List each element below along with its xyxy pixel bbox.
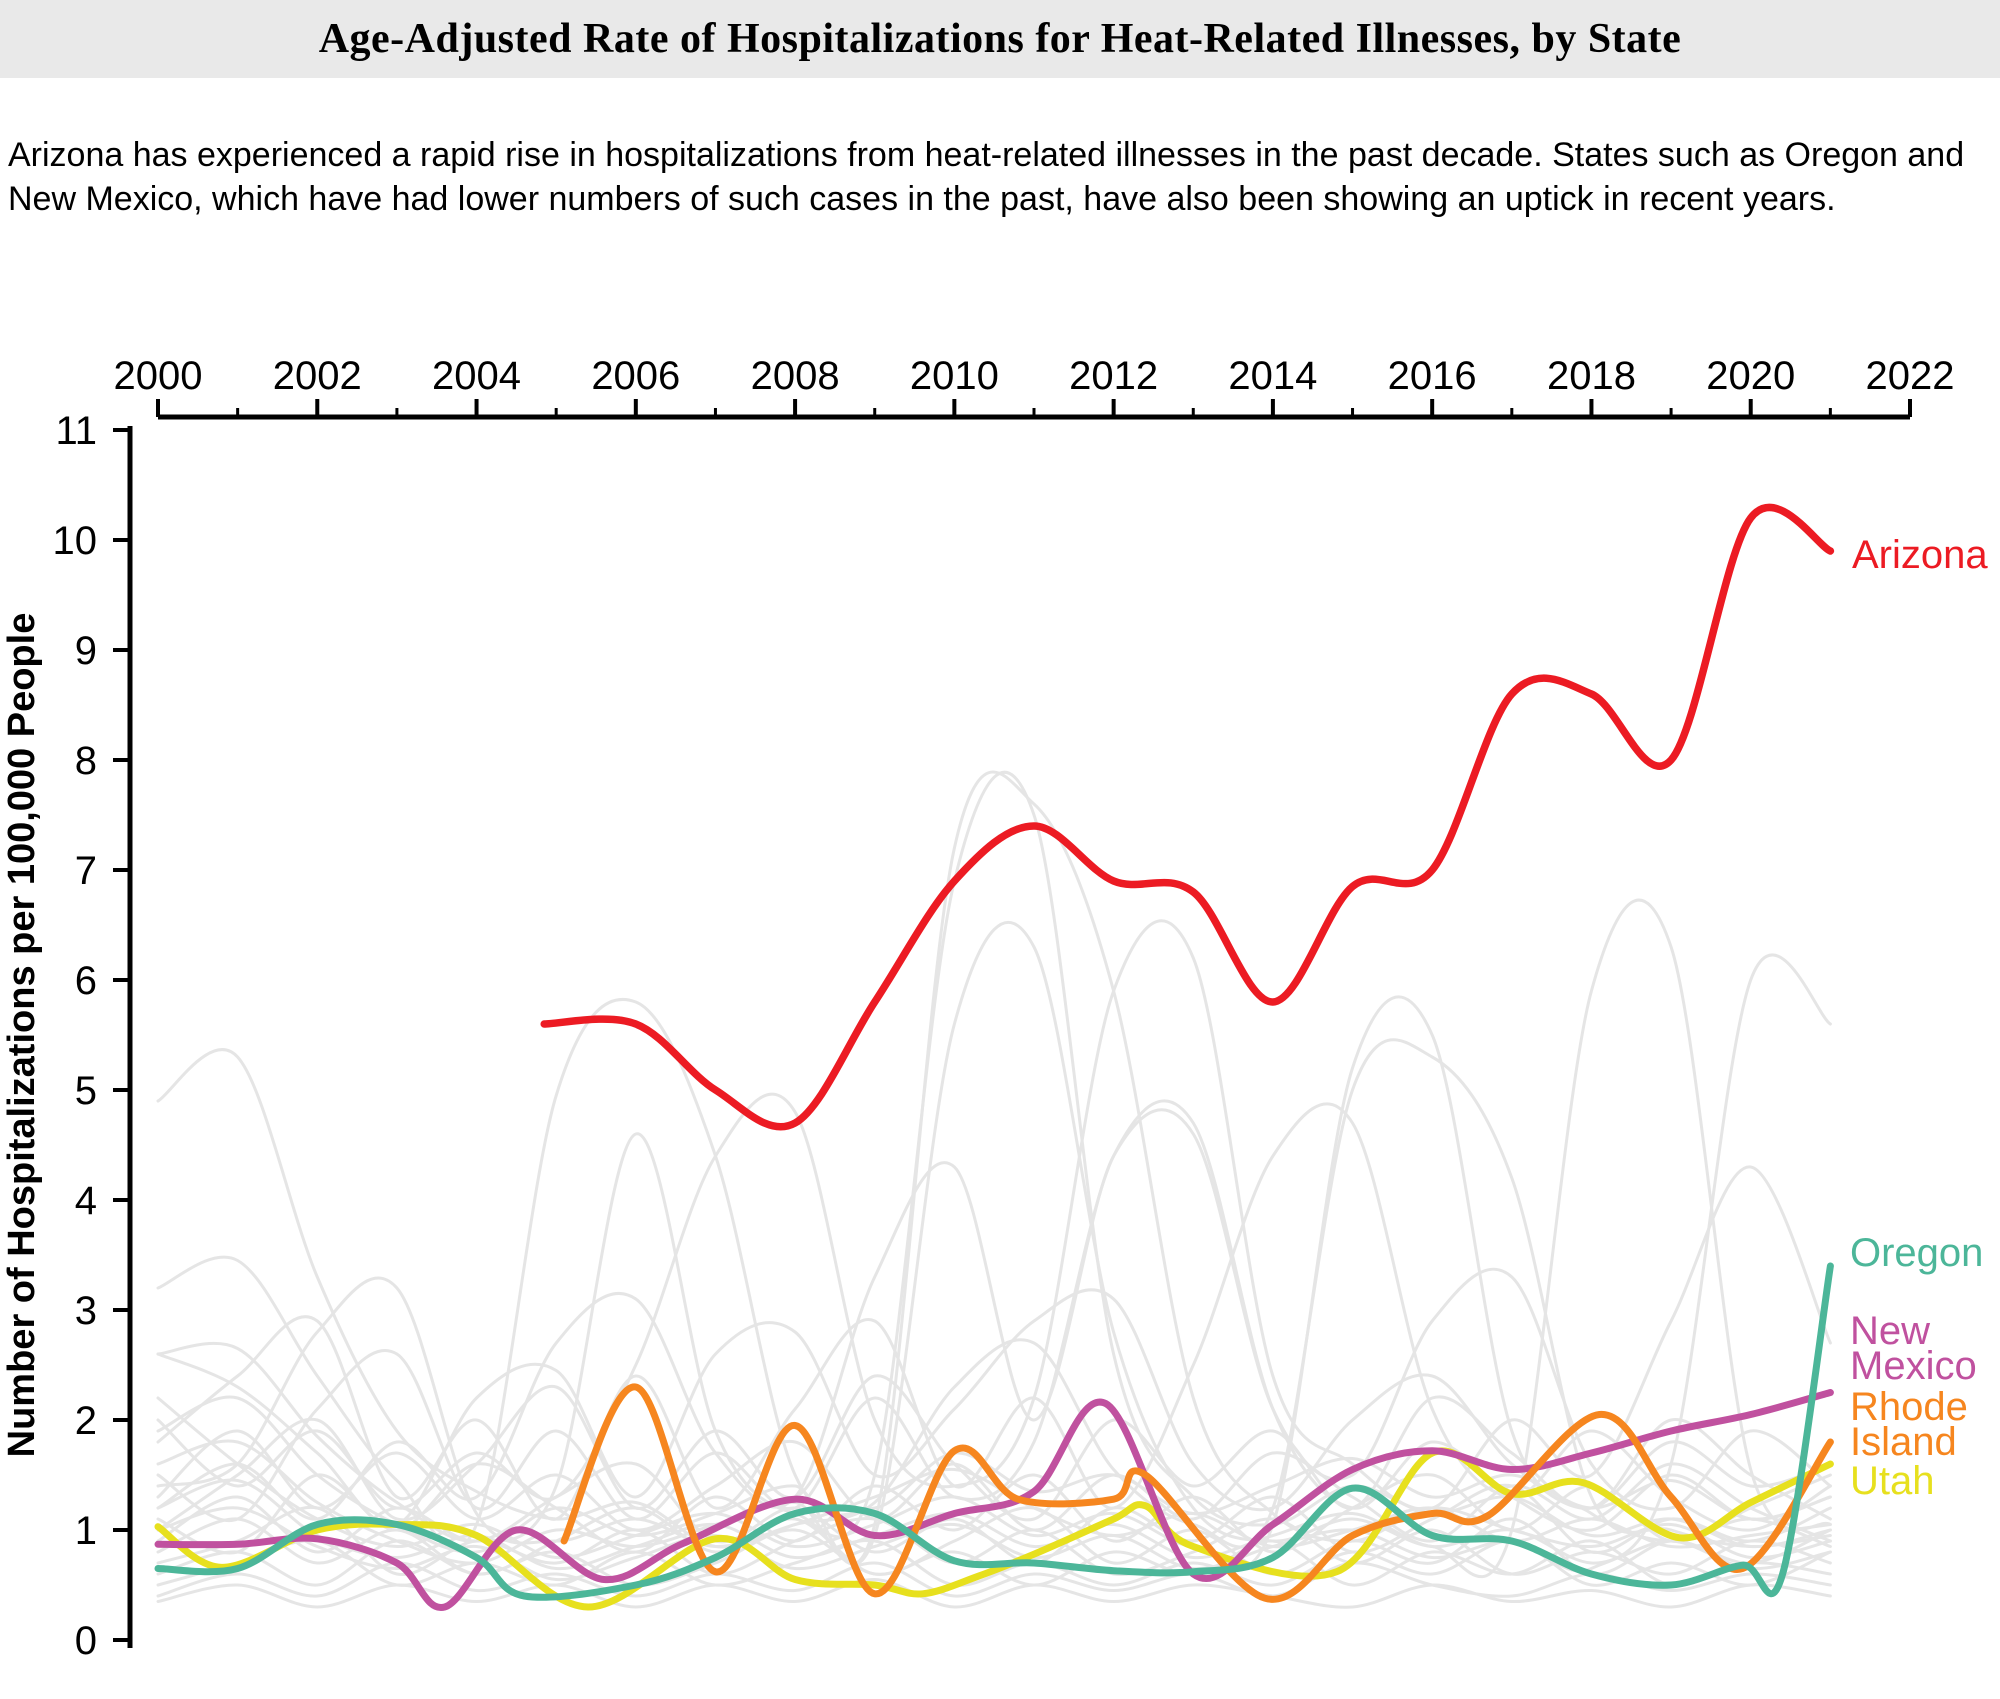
x-axis-tick-label: 2020 bbox=[1706, 354, 1796, 398]
x-axis-tick-label: 2004 bbox=[432, 354, 522, 398]
y-axis-tick-label: 9 bbox=[74, 629, 97, 673]
series-label-text: Utah bbox=[1850, 1459, 1935, 1503]
page-title: Age-Adjusted Rate of Hospitalizations for Heat-Related Illnesses, by State bbox=[318, 16, 1682, 62]
x-axis-tick-label: 2010 bbox=[909, 354, 999, 398]
y-axis-tick-label: 10 bbox=[52, 519, 97, 563]
series-label-text: Oregon bbox=[1850, 1231, 1984, 1275]
series-label-utah bbox=[1850, 1459, 1935, 1503]
y-axis-title: Number of Hospitalizations per 100,000 People bbox=[1, 612, 43, 1458]
y-axis-tick-label: 0 bbox=[74, 1619, 97, 1663]
x-axis bbox=[114, 354, 1955, 417]
x-axis-tick-label: 2000 bbox=[113, 354, 203, 398]
y-axis-tick-label: 2 bbox=[74, 1399, 97, 1443]
series-label-text: Island bbox=[1850, 1420, 1957, 1464]
series-label-arizona bbox=[1852, 533, 1988, 577]
x-axis-tick-label: 2012 bbox=[1069, 354, 1159, 398]
series-label-oregon bbox=[1850, 1231, 1983, 1275]
series-label-text: Mexico bbox=[1850, 1344, 1977, 1388]
y-axis-tick-label: 6 bbox=[74, 959, 97, 1003]
y-axis-tick-label: 8 bbox=[74, 739, 97, 783]
y-axis-tick-label: 4 bbox=[74, 1179, 97, 1223]
series-label-new-mexico bbox=[1850, 1309, 1977, 1388]
series-label-rhode-island bbox=[1850, 1385, 1968, 1464]
y-axis-tick-label: 3 bbox=[74, 1289, 97, 1333]
x-axis-tick-label: 2022 bbox=[1865, 354, 1955, 398]
title-band bbox=[0, 0, 2000, 78]
x-axis-tick-label: 2018 bbox=[1546, 354, 1636, 398]
series-label-text: Arizona bbox=[1852, 533, 1988, 577]
x-axis-tick-label: 2002 bbox=[272, 354, 362, 398]
x-axis-tick-label: 2014 bbox=[1228, 354, 1318, 398]
series-label-text: Rhode bbox=[1850, 1385, 1968, 1429]
hospitalization-rate-line-chart bbox=[0, 262, 2000, 1699]
y-axis-tick-label: 1 bbox=[74, 1509, 97, 1553]
background-state-line bbox=[158, 1290, 1830, 1526]
x-axis-tick-label: 2016 bbox=[1387, 354, 1477, 398]
y-axis bbox=[1, 409, 130, 1663]
series-label-text: New bbox=[1850, 1309, 1931, 1353]
x-axis-tick-label: 2006 bbox=[591, 354, 681, 398]
chart-description: Arizona has experienced a rapid rise in hospitalizations from heat-related illnesses in the past decade. States such as Oregon and New Mexico, which have had lower numbers of such cases in the past, have also been showing an uptick in recent years. bbox=[8, 136, 1965, 218]
y-axis-tick-label: 11 bbox=[55, 409, 97, 453]
background-state-line bbox=[158, 772, 1830, 1546]
series-line-arizona bbox=[544, 507, 1830, 1126]
y-axis-tick-label: 7 bbox=[74, 849, 97, 893]
y-axis-tick-label: 5 bbox=[74, 1069, 97, 1113]
x-axis-tick-label: 2008 bbox=[750, 354, 840, 398]
